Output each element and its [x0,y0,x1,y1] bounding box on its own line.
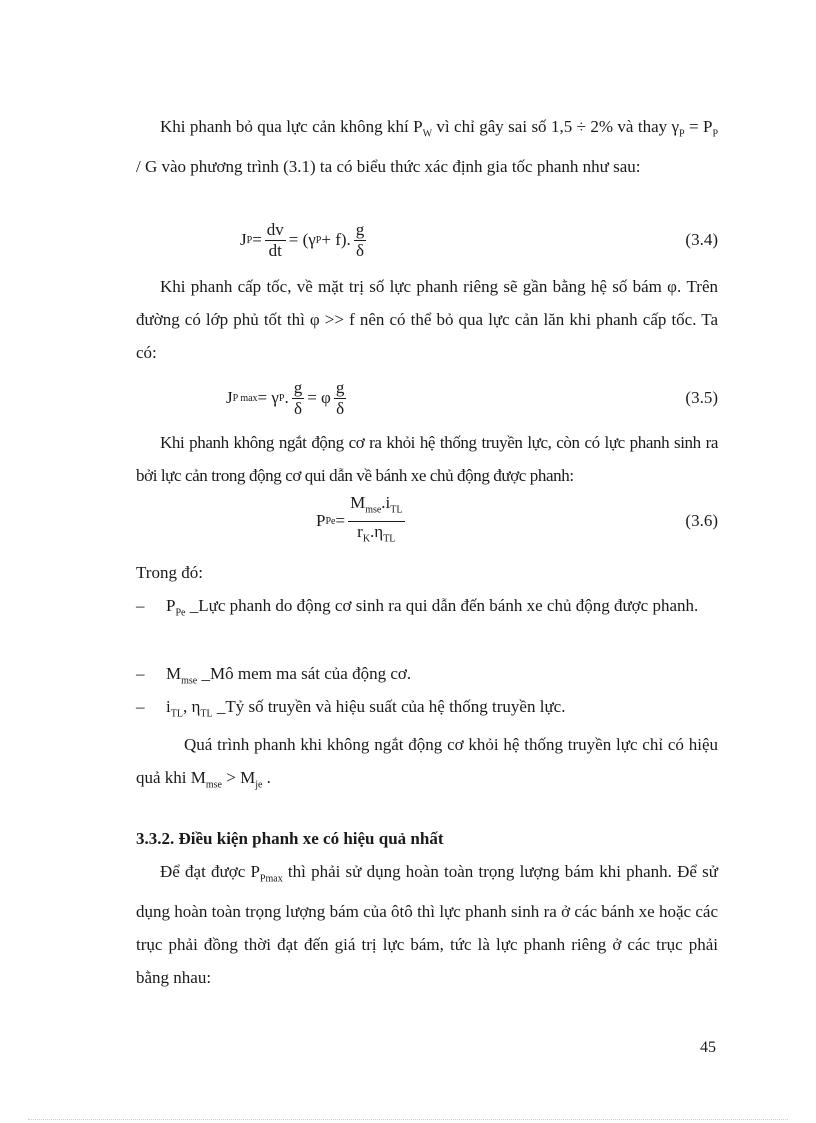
paragraph-braking-efficiency: Quá trình phanh khi không ngắt động cơ khỏi hệ thống truyền lực chỉ có hiệu quả khi $M_{mse} > M_{je}$ . [136,735,718,791]
equation-number: (3.5) [685,388,718,407]
list-item: – $P_{Pe}$ _Lực phanh do động cơ sinh ra qui dẫn đến bánh xe chủ động được phanh. [136,596,699,619]
paragraph-braking-air-resistance: Khi phanh bỏ qua lực cản không khí $P_W$ vì chỉ gây sai số 1,5 ÷ 2% và thay $\gamma_P = P_P / G$ vào phương trình (3.1) ta có biểu thức xác định gia tốc phanh như sau: [136,117,719,177]
equation-3-5: J P max = γ P . $\frac{g}{\delta}$ = φ $\frac{g}{\delta}$ (3.5) [226,377,718,418]
paragraph-engine-braking: Khi phanh không ngắt động cơ ra khỏi hệ thống truyền lực, còn có lực phanh sinh ra bởi lực cản trong động cơ qui dẫn về bánh xe chủ động được phanh: [136,433,718,485]
paragraph-effective-braking: Để đạt được $P_{Pmax}$ thì phải sử dụng hoàn toàn trọng lượng bám khi phanh. Để sử dụng hoàn toàn trọng lượng bám của ôtô thì lực phanh sinh ra ở các bánh xe hoặc các trục phải đồng thời đạt đến giá trị lực bám, tức là lực phanh riêng ở các trục phải bằng nhau: [136,862,719,988]
list-item: – $i_{TL}$, $\eta_{TL}$ _Tỷ số truyền và hiệu suất của hệ thống truyền lực. [136,697,566,720]
equation-number: (3.6) [685,511,718,530]
paragraph-emergency-braking: Khi phanh cấp tốc, về mặt trị số lực phanh riêng sẽ gần bằng hệ số bám φ. Trên đường có lớp phủ tốt thì φ >> f nên có thể bỏ qua lực cản lăn khi phanh cấp tốc. Ta có: [136,277,718,362]
equation-3-6: P Pe = $\frac{M_{mse}.i_{TL}}{r_K.\eta_{TL}}$ (3.6) [316,493,718,544]
section-heading: 3.3.2. Điều kiện phanh xe có hiệu quả nhất [136,829,444,848]
page-number: 45 [700,1039,716,1056]
list-item: – $M_{mse}$ _Mô mem ma sát của động cơ. [136,664,412,687]
page-bottom-divider [28,1119,788,1120]
where-label: Trong đó: [136,563,203,582]
equation-3-4: J P = $\frac{dv}{dt}$ = (γ P + f). $\frac{g}{\delta}$ (3.4) [240,219,718,260]
equation-number: (3.4) [685,230,718,249]
